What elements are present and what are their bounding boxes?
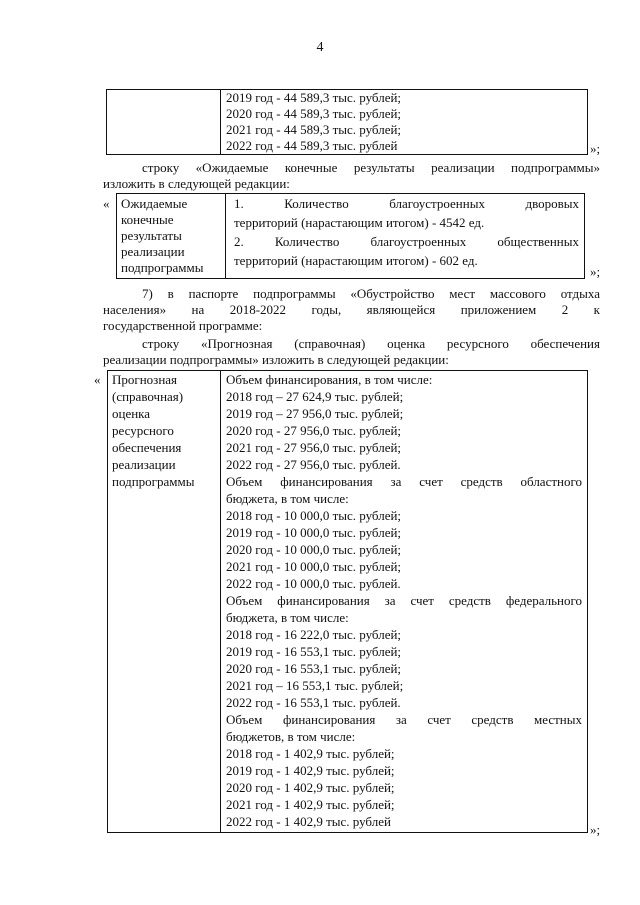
result-item-line: 2. Количество благоустроенных общественных bbox=[234, 234, 579, 249]
table1-line: 2019 год - 44 589,3 тыс. рублей; bbox=[226, 90, 402, 105]
table2-label-line: реализации bbox=[121, 244, 185, 259]
table2-label-line: результаты bbox=[121, 228, 182, 243]
table1-value-cell bbox=[221, 90, 588, 155]
funding-line: 2021 год - 27 956,0 тыс. рублей; bbox=[226, 440, 402, 455]
page-number: 4 bbox=[316, 40, 324, 55]
table3-label-line: подпрограммы bbox=[112, 474, 195, 489]
funding-line: 2018 год - 16 222,0 тыс. рублей; bbox=[226, 627, 402, 642]
funding-line: 2019 год - 16 553,1 тыс. рублей; bbox=[226, 644, 402, 659]
funding-line: 2020 год - 1 402,9 тыс. рублей; bbox=[226, 780, 395, 795]
funding-line: 2022 год - 1 402,9 тыс. рублей bbox=[226, 814, 391, 829]
table2-value-cell bbox=[226, 194, 585, 279]
paragraph-forecast-estimate bbox=[103, 336, 600, 368]
funding-line: Объем финансирования за счет средств федерального bbox=[226, 593, 582, 608]
expected-results-table bbox=[116, 193, 585, 279]
table3-label-line: обеспечения bbox=[112, 440, 182, 455]
funding-line: 2022 год - 10 000,0 тыс. рублей. bbox=[226, 576, 401, 591]
funding-line: бюджетов, в том числе: bbox=[226, 729, 356, 744]
funding-line: 2018 год - 10 000,0 тыс. рублей; bbox=[226, 508, 402, 523]
table1-label-cell bbox=[107, 90, 221, 155]
table3-label-line: (справочная) bbox=[112, 389, 184, 404]
table2-open-quote: « bbox=[103, 196, 110, 211]
table1-line: 2021 год - 44 589,3 тыс. рублей; bbox=[226, 122, 402, 137]
result-item-line: 1. Количество благоустроенных дворовых bbox=[234, 196, 579, 211]
result-item-line: территорий (нарастающим итогом) - 602 ед. bbox=[234, 253, 478, 268]
paragraph-line: строку «Прогнозная (справочная) оценка ресурсного обеспечения bbox=[142, 336, 600, 351]
table2-label-cell bbox=[117, 194, 226, 279]
table1-close-quote: »; bbox=[590, 141, 601, 156]
funding-line: 2019 год - 1 402,9 тыс. рублей; bbox=[226, 763, 395, 778]
funding-line: 2019 год – 27 956,0 тыс. рублей; bbox=[226, 406, 404, 421]
table2-label-line: подпрограммы bbox=[121, 260, 204, 275]
funding-line: Объем финансирования за счет средств областного bbox=[226, 474, 582, 489]
table3-label-line: ресурсного bbox=[112, 423, 174, 438]
table3-label-cell bbox=[108, 371, 221, 833]
funding-table-continued bbox=[106, 89, 588, 155]
table2-close-quote: »; bbox=[590, 264, 601, 279]
table3-label-line: Прогнозная bbox=[112, 372, 178, 387]
funding-line: Объем финансирования, в том числе: bbox=[226, 372, 433, 387]
funding-line: 2021 год – 16 553,1 тыс. рублей; bbox=[226, 678, 404, 693]
table1-line: 2022 год - 44 589,3 тыс. рублей bbox=[226, 138, 398, 153]
paragraph-expected-results bbox=[103, 160, 600, 192]
funding-line: бюджета, в том числе: bbox=[226, 491, 349, 506]
funding-line: 2018 год – 27 624,9 тыс. рублей; bbox=[226, 389, 404, 404]
table2-label-line: Ожидаемые bbox=[121, 196, 188, 211]
paragraph-line: изложить в следующей редакции: bbox=[103, 176, 290, 191]
funding-line: 2019 год - 10 000,0 тыс. рублей; bbox=[226, 525, 402, 540]
funding-line: бюджета, в том числе: bbox=[226, 610, 349, 625]
result-item-line: территорий (нарастающим итогом) - 4542 ед. bbox=[234, 215, 485, 230]
funding-line: 2022 год - 27 956,0 тыс. рублей. bbox=[226, 457, 401, 472]
paragraph-line: реализации подпрограммы» изложить в следующей редакции: bbox=[103, 352, 449, 367]
table3-value-cell bbox=[221, 371, 588, 833]
funding-line: 2022 год - 16 553,1 тыс. рублей. bbox=[226, 695, 401, 710]
resource-estimate-table bbox=[107, 370, 588, 833]
table3-label-line: реализации bbox=[112, 457, 176, 472]
table1-line: 2020 год - 44 589,3 тыс. рублей; bbox=[226, 106, 402, 121]
funding-line: 2020 год - 10 000,0 тыс. рублей; bbox=[226, 542, 402, 557]
paragraph-subprogram-passport bbox=[103, 286, 600, 334]
funding-line: 2020 год - 27 956,0 тыс. рублей; bbox=[226, 423, 402, 438]
table3-open-quote: « bbox=[94, 372, 101, 387]
paragraph-line: государственной программе: bbox=[103, 318, 263, 333]
paragraph-line: строку «Ожидаемые конечные результаты реализации подпрограммы» bbox=[142, 160, 600, 175]
funding-line: Объем финансирования за счет средств местных bbox=[226, 712, 582, 727]
funding-line: 2018 год - 1 402,9 тыс. рублей; bbox=[226, 746, 395, 761]
table2-label-line: конечные bbox=[121, 212, 174, 227]
paragraph-line: 7) в паспорте подпрограммы «Обустройство мест массового отдыха bbox=[142, 286, 600, 301]
funding-line: 2021 год - 10 000,0 тыс. рублей; bbox=[226, 559, 402, 574]
paragraph-line: населения» на 2018-2022 годы, являющейся приложением 2 к bbox=[103, 302, 600, 317]
table3-close-quote: »; bbox=[590, 822, 601, 837]
funding-line: 2020 год - 16 553,1 тыс. рублей; bbox=[226, 661, 402, 676]
funding-line: 2021 год - 1 402,9 тыс. рублей; bbox=[226, 797, 395, 812]
table3-label-line: оценка bbox=[112, 406, 151, 421]
